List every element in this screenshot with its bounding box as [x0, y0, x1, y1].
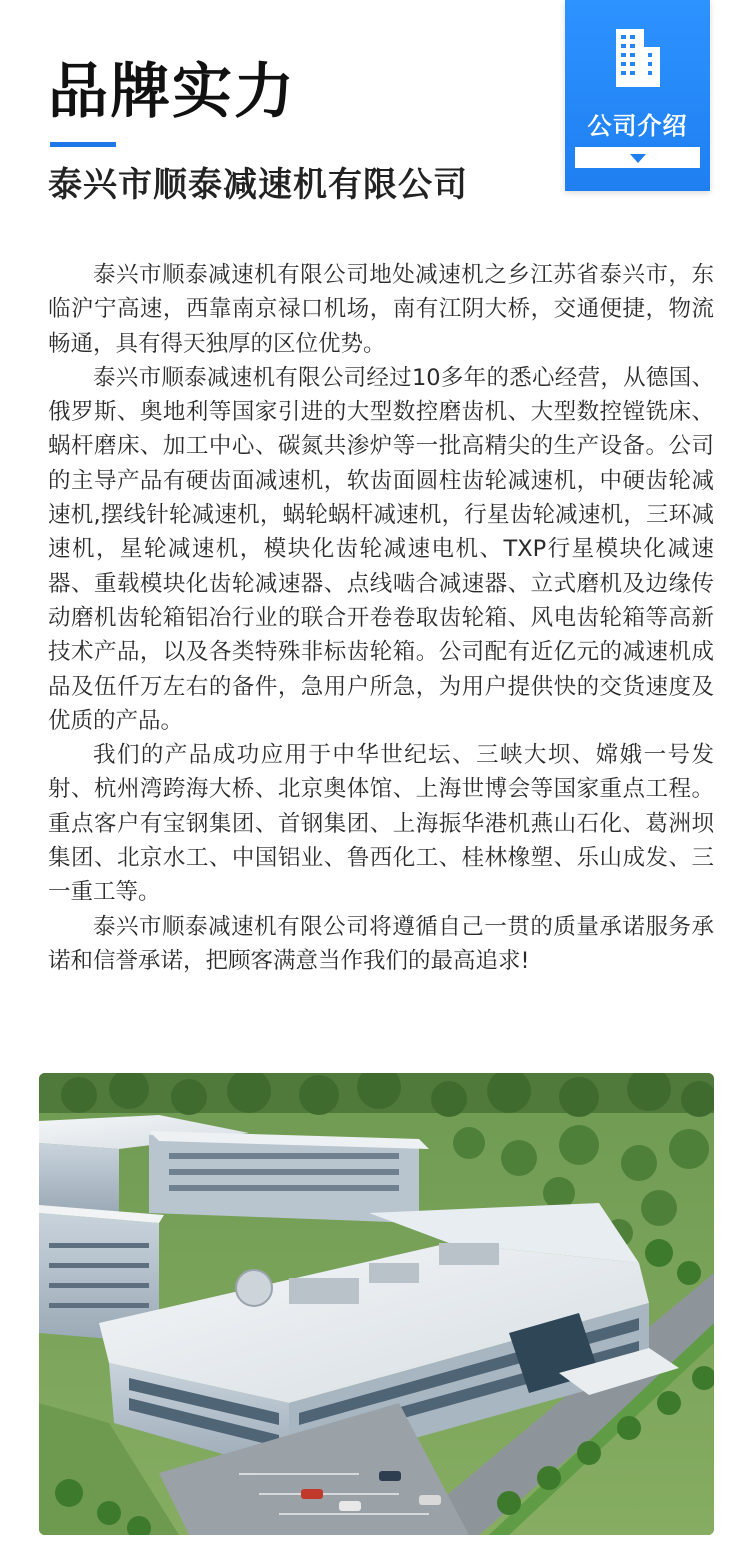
company-introduction — [48, 258, 714, 978]
company-name: 泰兴市顺泰减速机有限公司 — [48, 165, 468, 205]
paragraph: 泰兴市顺泰减速机有限公司将遵循自己一贯的质量承诺服务承诺和信誉承诺，把顾客满意当作我们的最高追求! — [48, 913, 714, 974]
badge-label: 公司介绍 — [587, 112, 688, 140]
badge-dropdown-bar — [575, 147, 700, 168]
page-title: 品牌实力 — [48, 57, 296, 127]
company-intro-badge[interactable] — [565, 0, 710, 191]
triangle-down-icon — [630, 154, 646, 163]
factory-aerial-photo — [39, 1073, 714, 1535]
paragraph: 泰兴市顺泰减速机有限公司经过10多年的悉心经营，从德国、俄罗斯、奥地利等国家引进的大型数控磨齿机、大型数控镗铣床、蜗杆磨床、加工中心、碳氮共渗炉等一批高精尖的生产设备。公司的主导产品有硬齿面减速机，软齿面圆柱齿轮减速机，中硬齿轮减速机,摆线针轮减速机，蜗轮蜗杆减速机，行星齿轮减速机，三环减速机，星轮减速机，模块化齿轮减速电机、TXP行星模块化减速器、重载模块化齿轮减速器、点线啮合减速器、立式磨机及边缘传动磨机齿轮箱铝冶行业的联合开卷卷取齿轮箱、风电齿轮箱等高新技术产品，以及各类特殊非标齿轮箱。公司配有近亿元的减速机成品及伍仟万左右的备件，急用户所急，为用户提供快的交货速度及优质的产品。 — [48, 364, 714, 734]
title-underline — [50, 142, 116, 147]
paragraph: 我们的产品成功应用于中华世纪坛、三峡大坝、嫦娥一号发射、杭州湾跨海大桥、北京奥体馆、上海世博会等国家重点工程。重点客户有宝钢集团、首钢集团、上海振华港机燕山石化、葛洲坝集团、北京水工、中国铝业、鲁西化工、桂林橡塑、乐山成发、三一重工等。 — [48, 742, 714, 906]
paragraph: 泰兴市顺泰减速机有限公司地处减速机之乡江苏省泰兴市，东临沪宁高速，西靠南京禄口机场，南有江阴大桥，交通便捷，物流畅通，具有得天独厚的区位优势。 — [48, 262, 714, 357]
building-icon — [612, 25, 664, 87]
